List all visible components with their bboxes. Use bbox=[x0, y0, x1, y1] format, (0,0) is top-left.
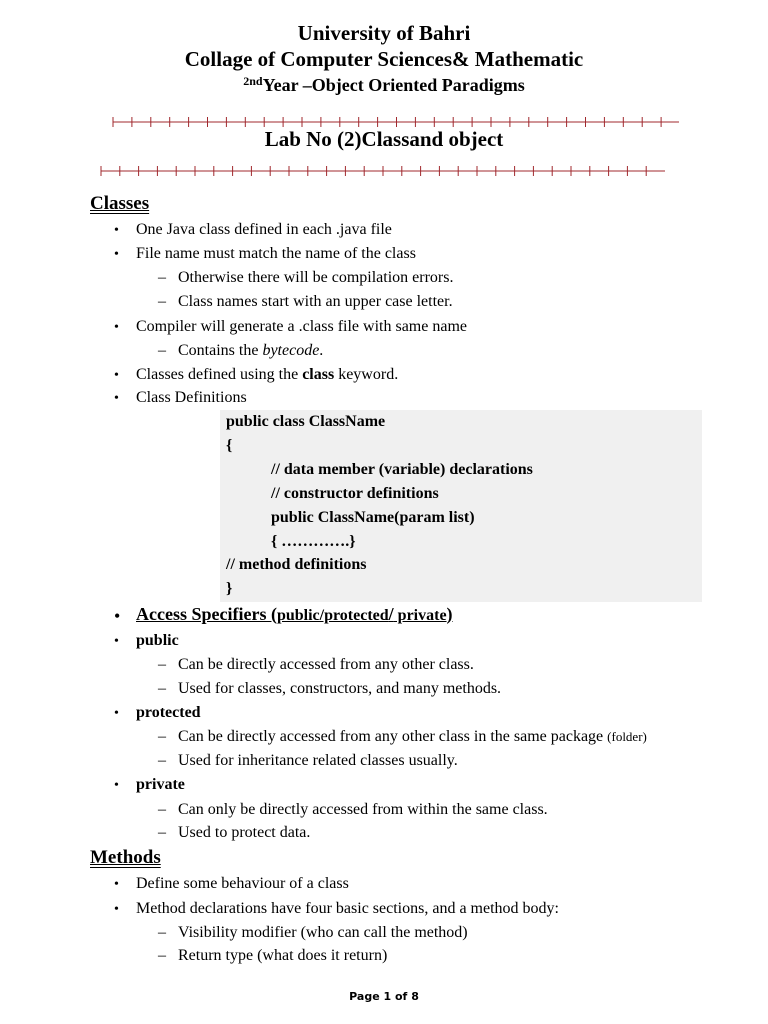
course-line bbox=[0, 74, 768, 96]
list-item: • bbox=[114, 778, 119, 793]
access-specifiers-heading: Access Specifiers (public/protected/ private) bbox=[136, 604, 453, 624]
list-item-text: Class Definitions bbox=[136, 389, 247, 406]
list-item: • bbox=[114, 368, 119, 383]
list-item: • bbox=[114, 223, 119, 238]
list-item: • bbox=[114, 902, 119, 917]
code-line: } bbox=[226, 580, 233, 597]
bytecode-term: bytecode bbox=[262, 342, 320, 359]
year-superscript: 2nd bbox=[243, 74, 263, 88]
list-item: • bbox=[114, 634, 119, 649]
sub-item: – Can be directly accessed from any other class. bbox=[158, 656, 474, 673]
sub-item: – Used for classes, constructors, and many methods. bbox=[158, 680, 502, 697]
page-footer: Page 1 of 8 bbox=[349, 990, 419, 1003]
code-line: // method definitions bbox=[226, 556, 367, 573]
private-label: private bbox=[136, 776, 185, 793]
sub-item: – Used for inheritance related classes usually. bbox=[158, 752, 458, 769]
bottom-ruler bbox=[100, 164, 666, 178]
code-line: // constructor definitions bbox=[271, 485, 439, 502]
list-item: • bbox=[114, 320, 119, 335]
page-total: 8 bbox=[411, 990, 419, 1003]
list-item: • bbox=[114, 706, 119, 721]
code-line: public ClassName(param list) bbox=[271, 509, 475, 526]
folder-note: (folder) bbox=[607, 729, 647, 744]
list-item-text: Define some behaviour of a class bbox=[136, 875, 349, 892]
course-title: Year –Object Oriented Paradigms bbox=[262, 75, 525, 95]
sub-item-text: Class names start with an upper case letter. bbox=[178, 293, 453, 310]
list-item: • bbox=[114, 247, 119, 262]
code-line: // data member (variable) declarations bbox=[271, 461, 533, 478]
public-label: public bbox=[136, 632, 179, 649]
methods-heading: Methods bbox=[90, 847, 161, 868]
list-item-text: One Java class defined in each .java file bbox=[136, 221, 392, 238]
college-name: Collage of Computer Sciences& Mathematic bbox=[184, 47, 584, 71]
list-item: • bbox=[114, 606, 121, 626]
sub-item: – Contains the bytecode. bbox=[158, 342, 324, 359]
code-line: { ………….} bbox=[271, 533, 356, 550]
list-item-text: File name must match the name of the class bbox=[136, 245, 416, 262]
sub-item-text: Otherwise there will be compilation errors. bbox=[178, 269, 454, 286]
protected-label: protected bbox=[136, 704, 201, 721]
sub-item: – Can be directly accessed from any other class in the same package (folder) bbox=[158, 728, 647, 745]
list-item: • bbox=[114, 391, 119, 406]
list-item-text: Method declarations have four basic sections, and a method body: bbox=[136, 900, 559, 917]
university-name: University of Bahri bbox=[297, 21, 471, 45]
list-item-text: Compiler will generate a .class file with same name bbox=[136, 318, 467, 335]
sub-item: – Used to protect data. bbox=[158, 824, 311, 841]
sub-item: – Otherwise there will be compilation errors. bbox=[158, 269, 454, 286]
sub-item: – Return type (what does it return) bbox=[158, 947, 388, 964]
classes-heading: Classes bbox=[90, 193, 150, 214]
code-line: public class ClassName bbox=[226, 413, 386, 430]
sub-item: – Visibility modifier (who can call the method) bbox=[158, 924, 468, 941]
list-item-text: Classes defined using the class keyword. bbox=[136, 366, 399, 383]
code-line: { bbox=[226, 437, 233, 454]
lab-title: Lab No (2)Classand object bbox=[264, 127, 504, 151]
sub-item: – Class names start with an upper case letter. bbox=[158, 293, 453, 310]
list-item: • bbox=[114, 877, 119, 892]
class-keyword: class bbox=[302, 366, 335, 383]
sub-item: – Can only be directly accessed from within the same class. bbox=[158, 801, 548, 818]
page-number: 1 bbox=[383, 990, 392, 1003]
